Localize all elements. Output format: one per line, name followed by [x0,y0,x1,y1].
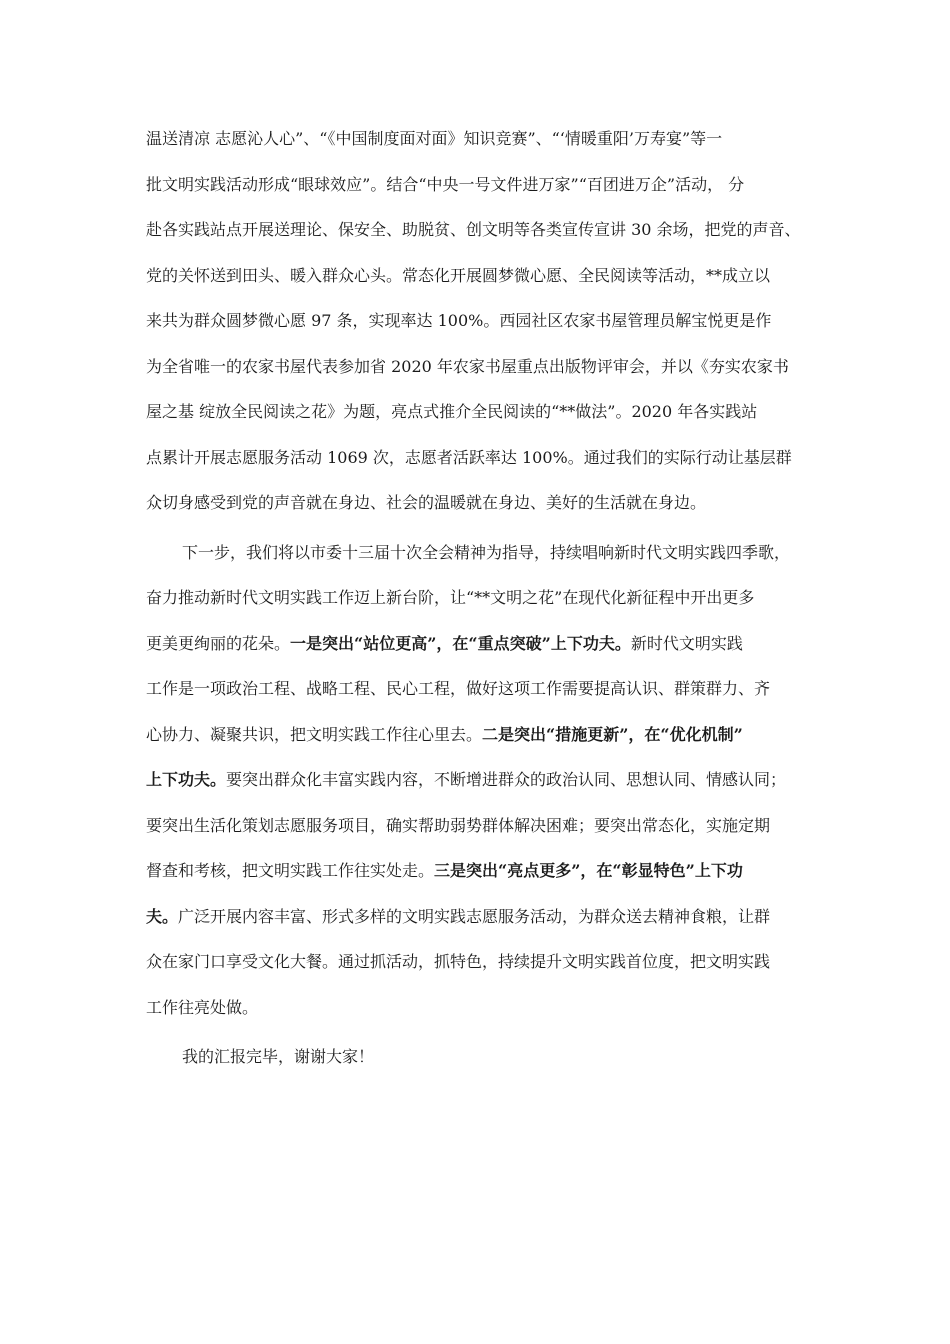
paragraph1-line: 点累计开展志愿服务活动 1069 次，志愿者活跃率达 100%。通过我们的实际行动让基层群 [146,448,792,467]
paragraph2-line: 工作往亮处做。 [146,998,259,1017]
bold-heading-3: 三是突出“亮点更多”，在“彰显特色”上下功 [434,861,743,880]
bold-heading-2: 二是突出“措施更新”，在“优化机制” [482,725,743,744]
paragraph1-line: 众切身感受到党的声音就在身边、社会的温暖就在身边、美好的生活就在身边。 [146,493,707,512]
paragraph2-line: 下一步，我们将以市委十三届十次全会精神为指导，持续唱响新时代文明实践四季歌， [182,543,791,562]
paragraph2-line [146,903,836,931]
paragraph2-line: 工作是一项政治工程、战略工程、民心工程，做好这项工作需要提高认识、群策群力、齐 [146,679,771,698]
paragraph1-line: 来共为群众圆梦微心愿 97 条，实现率达 100%。西园社区农家书屋管理员解宝悦更是作 [146,311,772,330]
bold-heading-2-end: 上下功夫。 [146,770,227,789]
paragraph2-line: 众在家门口享受文化大餐。通过抓活动，抓特色，持续提升文明实践首位度，把文明实践 [146,952,771,971]
body-text: 广泛开展内容丰富、形式多样的文明实践志愿服务活动，为群众送去精神食粮，让群 [178,907,771,926]
paragraph2-line [146,857,836,885]
body-text: 新时代文明实践 [630,634,743,653]
paragraph2-line [146,630,836,658]
paragraph1-line: 批文明实践活动形成“眼球效应”。结合“中央一号文件进万家”“百团进万企”活动， 分 [146,175,745,194]
closing-line: 我的汇报完毕，谢谢大家！ [182,1047,375,1066]
paragraph1-line: 为全省唯一的农家书屋代表参加省 2020 年农家书屋重点出版物评审会，并以《夯实农家书 [146,357,789,376]
body-text: 要突出群众化丰富实践内容，不断增进群众的政治认同、思想认同、情感认同； [226,770,787,789]
bold-heading-3-end: 夫。 [146,907,179,926]
bold-heading-1: 一是突出“站位更高”，在“重点突破”上下功夫。 [290,634,631,653]
paragraph1-line: 温送清凉 志愿沁人心”、“《中国制度面对面》知识竞赛”、“‘情暖重阳’万寿宴”等一 [146,129,723,148]
paragraph2-line [146,766,836,794]
body-text: 更美更绚丽的花朵。 [146,634,291,653]
body-text: 心协力、凝聚共识，把文明实践工作往心里去。 [146,725,483,744]
paragraph1-line: 党的关怀送到田头、暖入群众心头。常态化开展圆梦微心愿、全民阅读等活动，**成立以 [146,266,771,285]
paragraph2-line: 要突出生活化策划志愿服务项目，确实帮助弱势群体解决困难；要突出常态化，实施定期 [146,816,771,835]
paragraph2-line: 奋力推动新时代文明实践工作迈上新台阶，让“**文明之花”在现代化新征程中开出更多 [146,588,755,607]
paragraph2-line [146,721,836,749]
paragraph1-line: 赴各实践站点开展送理论、保安全、助脱贫、创文明等各类宣传宣讲 30 余场，把党的声音、 [146,220,801,239]
body-text: 督查和考核，把文明实践工作往实处走。 [146,861,435,880]
paragraph1-line: 屋之基 绽放全民阅读之花》为题，亮点式推介全民阅读的“**做法”。2020 年各实践站 [146,402,758,421]
